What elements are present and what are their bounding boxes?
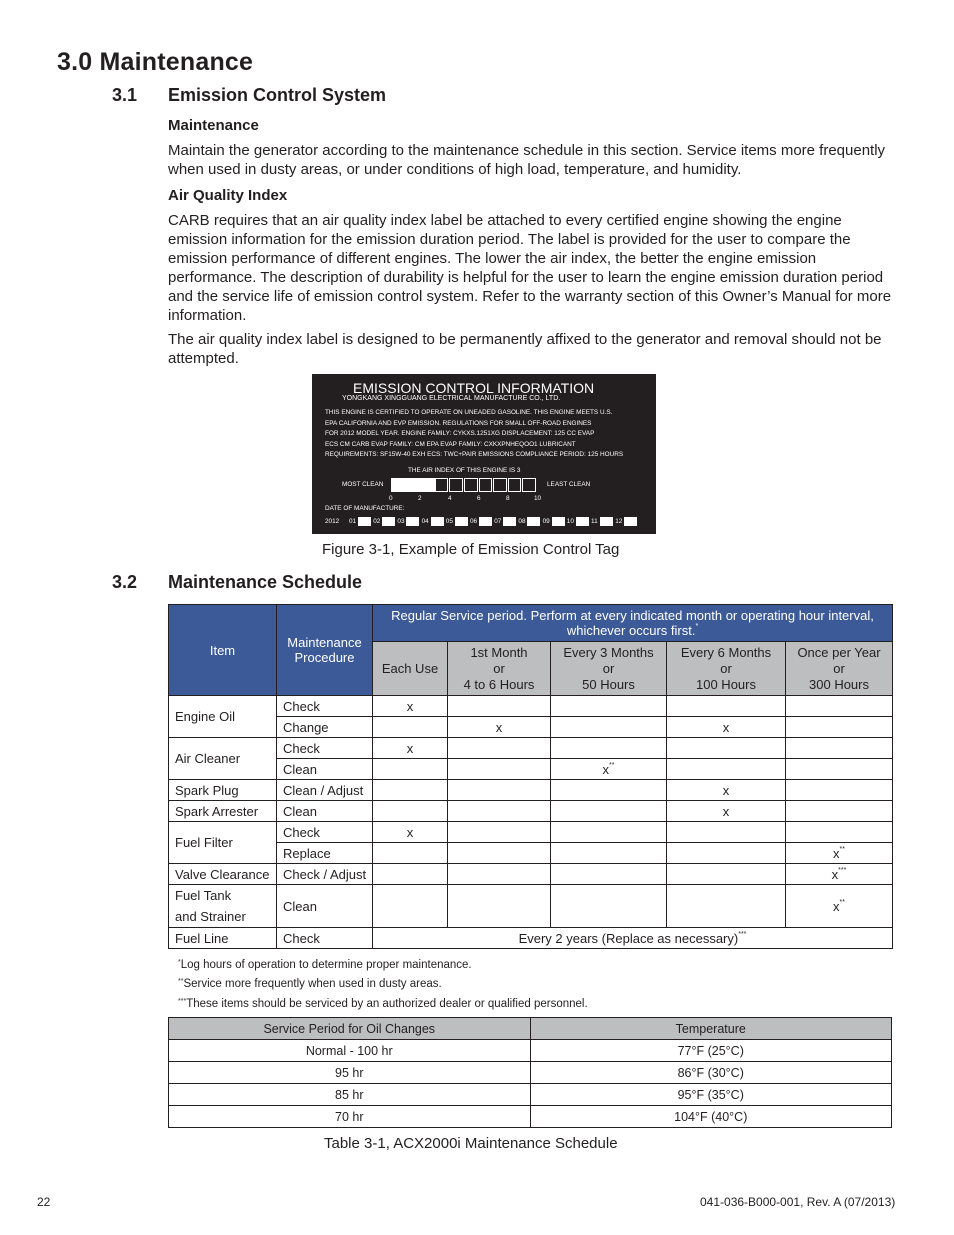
item-air-cleaner: Air Cleaner (169, 738, 277, 780)
month-label: 12 (615, 518, 623, 525)
header-service-period: Regular Service period. Perform at every indicated month or operating hour interval, whichever occurs first.* (373, 605, 893, 642)
footnote-3: ***These items should be serviced by an authorized dealer or qualified personnel. (178, 998, 588, 1010)
most-clean-label: MOST CLEAN (342, 481, 384, 488)
table-row: Replace x** (169, 843, 893, 864)
header-first-month: 1st Month or 4 to 6 Hours (448, 642, 551, 696)
item-fuel-tank: Fuel Tank and Strainer (169, 885, 277, 928)
procedure-check: Check (277, 928, 373, 949)
procedure-check: Check (277, 738, 373, 759)
month-label: 07 (494, 518, 502, 525)
table-row: 85 hr 95°F (35°C) (169, 1084, 892, 1106)
month-box (576, 517, 589, 526)
table-row: Spark Plug Clean / Adjust x (169, 780, 893, 801)
header-every-6-months: Every 6 Months or 100 Hours (667, 642, 786, 696)
month-box (358, 517, 371, 526)
tag-line: EPA CALIFORNIA AND EVP EMISSION. REGULATIONS FOR SMALL OFF-ROAD ENGINES (325, 419, 592, 427)
table-row: Spark Arrester Clean x (169, 801, 893, 822)
procedure-check: Check (277, 696, 373, 717)
air-index-cell (406, 478, 421, 492)
month-label: 01 (349, 518, 357, 525)
maintenance-schedule-table (168, 604, 893, 949)
item-valve-clearance: Valve Clearance (169, 864, 277, 885)
tag-title: EMISSION CONTROL INFORMATION (353, 380, 595, 396)
table-row: Clean x** (169, 759, 893, 780)
month-box (600, 517, 613, 526)
month-box (552, 517, 565, 526)
air-quality-subheading: Air Quality Index (168, 187, 288, 204)
page-number: 22 (37, 1195, 51, 1209)
scale-number: 6 (477, 495, 481, 502)
table-row: Engine Oil Check x (169, 696, 893, 717)
month-box (624, 517, 637, 526)
page-title: 3.0 Maintenance (57, 48, 254, 76)
tag-line: ECS CM CARB EVAP FAMILY: CM EPA EVAP FAMILY: CXKXPNHEQOO1 LUBRICANT (325, 440, 576, 448)
month-box (431, 517, 444, 526)
air-index-cell (493, 478, 507, 492)
table-row: Fuel Tank and Strainer Clean x** (169, 885, 893, 928)
air-index-cell (479, 478, 493, 492)
month-box (527, 517, 540, 526)
month-label: 05 (445, 518, 453, 525)
scale-number: 2 (418, 495, 422, 502)
item-fuel-line: Fuel Line (169, 928, 277, 949)
footnote-1: *Log hours of operation to determine proper maintenance. (178, 959, 472, 971)
date-of-manufacture-label: DATE OF MANUFACTURE: (325, 505, 405, 512)
header-service-period-oil: Service Period for Oil Changes (169, 1018, 531, 1040)
header-each-use: Each Use (373, 642, 448, 696)
air-quality-paragraph-1: CARB requires that an air quality index label be attached to every certified engine showing the engine emission information for the emission duration period. The label is provided for the user to compare the emission performance of different engines. The lower the air index, the better the engine emission performance. The description of durability is helpful for the user to learn the engine emission duration period and the service life of emission control system. Refer to the warranty section of this Owner’s Manual for more information. (168, 212, 892, 324)
manufacture-year: 2012 (325, 518, 340, 525)
table-caption: Table 3-1, ACX2000i Maintenance Schedule (324, 1135, 618, 1152)
table-row: Normal - 100 hr 77°F (25°C) (169, 1040, 892, 1062)
procedure-clean: Clean (277, 801, 373, 822)
month-label: 04 (421, 518, 429, 525)
document-number: 041-036-B000-001, Rev. A (07/2013) (700, 1195, 896, 1209)
table-header-row (169, 1018, 892, 1040)
fuel-line-interval: Every 2 years (Replace as necessary)*** (373, 928, 893, 949)
table-row: Valve Clearance Check / Adjust x*** (169, 864, 893, 885)
header-procedure: Maintenance Procedure (277, 605, 373, 696)
item-spark-plug: Spark Plug (169, 780, 277, 801)
table-row (169, 928, 893, 949)
month-label: 03 (397, 518, 405, 525)
air-index-cell (449, 478, 463, 492)
table-row: Air Cleaner Check x (169, 738, 893, 759)
figure-caption: Figure 3-1, Example of Emission Control Tag (322, 541, 620, 558)
month-label: 08 (518, 518, 526, 525)
header-every-3-months: Every 3 Months or 50 Hours (551, 642, 667, 696)
tag-line: REQUIREMENTS: SF15W-40 EXH ECS: TWC+PAIR EMISSIONS COMPLIANCE PERIOD: 125 HOURS (325, 451, 624, 458)
procedure-clean: Clean (277, 759, 373, 780)
oil-change-table (168, 1017, 892, 1128)
air-index-cell (420, 478, 435, 492)
month-box (479, 517, 492, 526)
emission-control-tag (312, 374, 656, 534)
air-index-cell (391, 478, 406, 492)
footnote-2: **Service more frequently when used in dusty areas. (178, 978, 442, 990)
month-box (455, 517, 468, 526)
month-box (406, 517, 419, 526)
header-item: Item (169, 605, 277, 696)
month-label: 11 (591, 518, 598, 525)
tag-line: FOR 2012 MODEL YEAR. ENGINE FAMILY: CYKXS.1251XG DISPLACEMENT: 125 CC EVAP (325, 430, 595, 437)
air-index-text: THE AIR INDEX OF THIS ENGINE IS 3 (408, 467, 521, 474)
month-label: 09 (542, 518, 550, 525)
procedure-clean-adjust: Clean / Adjust (277, 780, 373, 801)
table-row: Fuel Filter Check x (169, 822, 893, 843)
month-box (382, 517, 395, 526)
procedure-check: Check (277, 822, 373, 843)
tag-manufacturer: YONGKANG XINGGUANG ELECTRICAL MANUFACTURE CO., LTD. (342, 395, 561, 402)
header-once-per-year: Once per Year or 300 Hours (786, 642, 893, 696)
scale-number: 8 (506, 495, 510, 502)
scale-number: 10 (534, 495, 542, 502)
header-temperature: Temperature (530, 1018, 892, 1040)
air-index-cell (508, 478, 522, 492)
scale-number: 4 (448, 495, 452, 502)
month-label: 06 (470, 518, 478, 525)
air-index-cell (435, 478, 449, 492)
procedure-replace: Replace (277, 843, 373, 864)
air-quality-paragraph-2: The air quality index label is designed to be permanently affixed to the generator and removal should not be attempted. (168, 331, 882, 367)
item-spark-arrester: Spark Arrester (169, 801, 277, 822)
maintenance-paragraph: Maintain the generator according to the maintenance schedule in this section. Service items more frequently when used in dusty areas, or under conditions of high load, temperature, and humidity. (168, 142, 886, 178)
maintenance-subheading: Maintenance (168, 117, 259, 134)
procedure-clean: Clean (277, 885, 373, 928)
item-engine-oil: Engine Oil (169, 696, 277, 738)
air-index-cell (522, 478, 536, 492)
month-label: 02 (373, 518, 381, 525)
table-row: 70 hr 104°F (40°C) (169, 1106, 892, 1128)
tag-line: THIS ENGINE IS CERTIFIED TO OPERATE ON UNEADED GASOLINE. THIS ENGINE MEETS U.S. (325, 409, 613, 416)
tag-certification-text (325, 408, 623, 461)
table-row: Change x x (169, 717, 893, 738)
least-clean-label: LEAST CLEAN (547, 481, 591, 488)
month-label: 10 (566, 518, 574, 525)
procedure-check-adjust: Check / Adjust (277, 864, 373, 885)
item-fuel-filter: Fuel Filter (169, 822, 277, 864)
scale-number: 0 (389, 495, 393, 502)
procedure-change: Change (277, 717, 373, 738)
month-box (503, 517, 516, 526)
air-index-cell (464, 478, 478, 492)
table-row: 95 hr 86°F (30°C) (169, 1062, 892, 1084)
